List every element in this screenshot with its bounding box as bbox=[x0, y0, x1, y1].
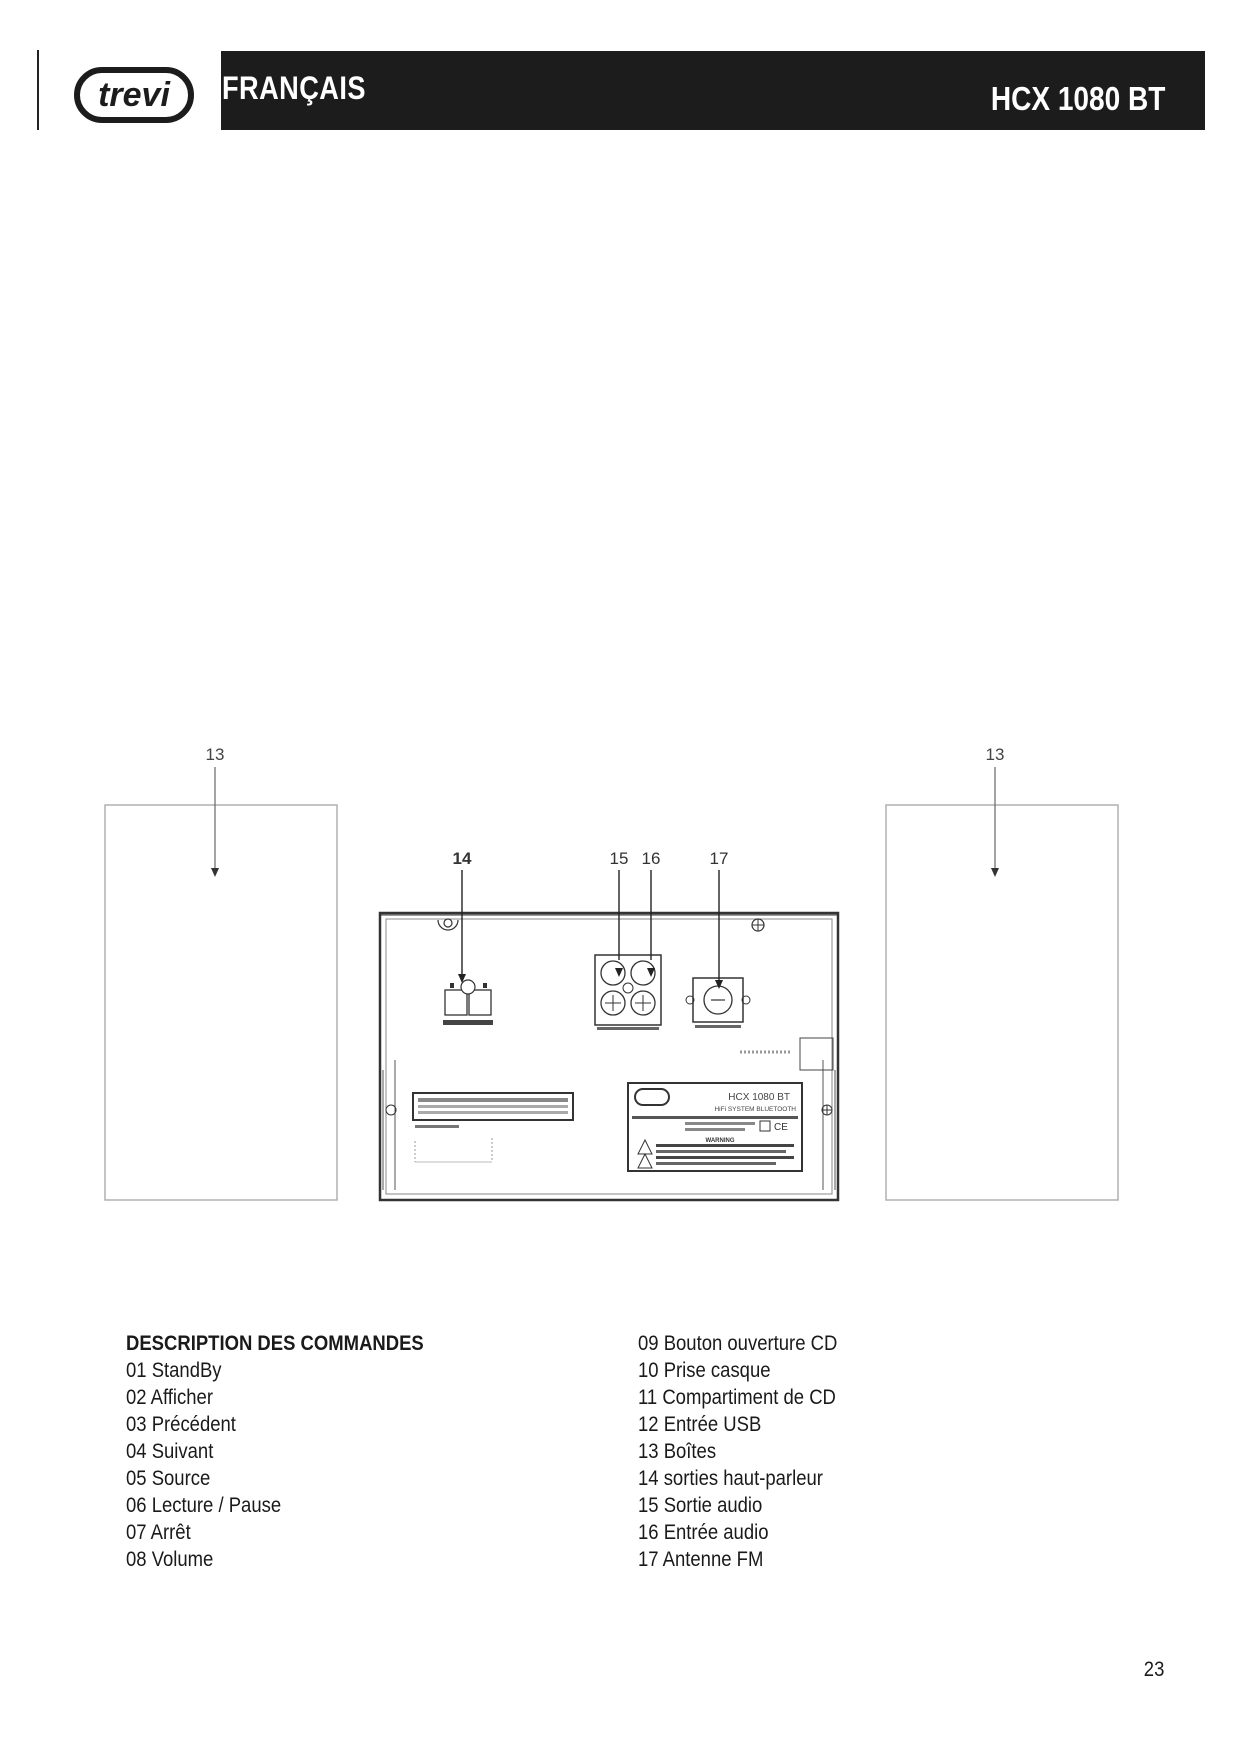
callout-16: 16 bbox=[641, 849, 661, 868]
control-item: 17 Antenne FM bbox=[638, 1548, 764, 1571]
rating-model: HCX 1080 BT bbox=[728, 1092, 790, 1103]
controls-description-left bbox=[126, 1330, 496, 1573]
control-item: 13 Boîtes bbox=[638, 1440, 717, 1463]
control-item: 16 Entrée audio bbox=[638, 1521, 769, 1544]
description-title: DESCRIPTION DES COMMANDES bbox=[126, 1332, 424, 1355]
control-item: 11 Compartiment de CD bbox=[638, 1386, 836, 1409]
control-item: 09 Bouton ouverture CD bbox=[638, 1332, 838, 1355]
speaker-right bbox=[886, 745, 1118, 1200]
main-unit-rear bbox=[380, 913, 838, 1200]
logo-text: trevi bbox=[98, 76, 170, 114]
control-item: 10 Prise casque bbox=[638, 1359, 771, 1382]
control-item: 15 Sortie audio bbox=[638, 1494, 763, 1517]
speaker-left bbox=[105, 745, 337, 1200]
callout-17: 17 bbox=[709, 849, 729, 868]
page-number: 23 bbox=[1143, 1658, 1164, 1681]
control-item: 07 Arrêt bbox=[126, 1521, 191, 1544]
control-item: 08 Volume bbox=[126, 1548, 214, 1571]
control-item: 04 Suivant bbox=[126, 1440, 214, 1463]
rca-jacks bbox=[595, 955, 661, 1030]
control-item: 12 Entrée USB bbox=[638, 1413, 762, 1436]
trevi-logo bbox=[74, 66, 194, 124]
svg-text:CE: CE bbox=[774, 1122, 788, 1133]
rating-warning: WARNING bbox=[705, 1138, 735, 1144]
callout-14: 14 bbox=[452, 849, 472, 868]
margin-rule bbox=[37, 50, 39, 130]
callout-13-left: 13 bbox=[205, 745, 225, 764]
controls-description-right bbox=[638, 1330, 1008, 1573]
control-item: 14 sorties haut-parleur bbox=[638, 1467, 823, 1490]
control-item: 03 Précédent bbox=[126, 1413, 236, 1436]
language-title: FRANÇAIS bbox=[222, 70, 366, 106]
callout-15: 15 bbox=[609, 849, 629, 868]
control-item: 02 Afficher bbox=[126, 1386, 213, 1409]
callout-13-right: 13 bbox=[985, 745, 1005, 764]
rear-panel-diagram bbox=[100, 740, 1130, 1220]
rating-subtitle: HiFi SYSTEM BLUETOOTH bbox=[714, 1106, 796, 1113]
control-item: 05 Source bbox=[126, 1467, 211, 1490]
model-title: HCX 1080 BT bbox=[990, 80, 1165, 117]
rating-label bbox=[628, 1083, 802, 1171]
control-item: 06 Lecture / Pause bbox=[126, 1494, 282, 1517]
control-item: 01 StandBy bbox=[126, 1359, 222, 1382]
